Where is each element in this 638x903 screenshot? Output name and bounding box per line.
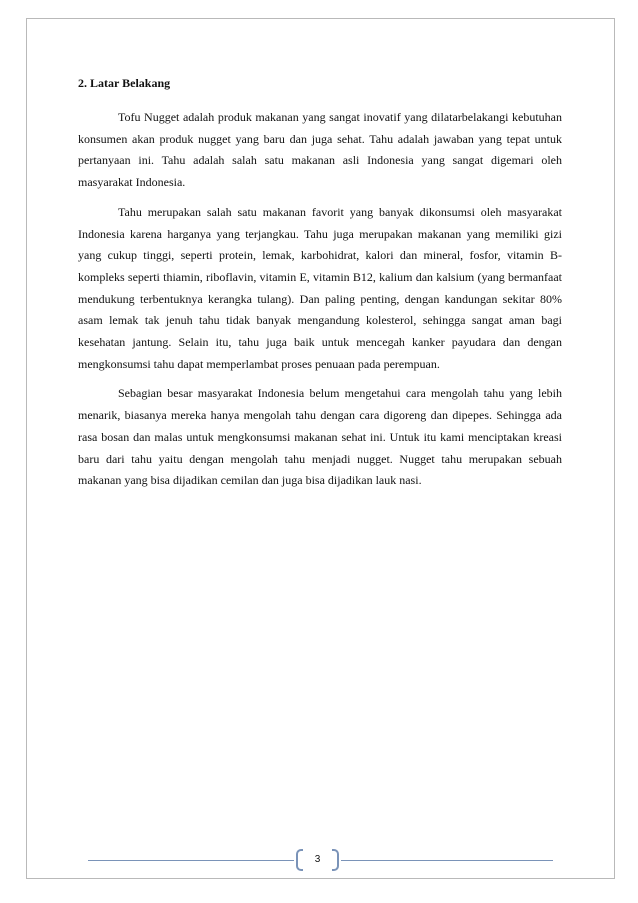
section-title: 2. Latar Belakang: [78, 76, 171, 90]
paragraph-1: Tofu Nugget adalah produk makanan yang sangat inovatif yang dilatarbelakangi kebutuhan konsumen akan produk nugget yang baru dan juga sehat. Tahu adalah jawaban yang tepat untuk pertanyaan ini. Tahu adalah salah satu makanan asli Indonesia yang sangat digemari oleh masyarakat Indonesia.: [78, 110, 562, 190]
footer-rule-right: [341, 860, 553, 861]
document-body: [78, 74, 562, 500]
paragraph-2: Tahu merupakan salah satu makanan favorit yang banyak dikonsumsi oleh masyarakat Indonesia karena harganya yang terjangkau. Tahu juga merupakan makanan yang memiliki gizi yang cukup tinggi, seperti protein, lemak, karbohidrat, kalori dan mineral, fosfor, vitamin B-kompleks seperti thiamin, riboflavin, vitamin E, vitamin B12, kalium dan kalsium (yang bermanfaat mendukung terbentuknya kerangka tulang). Dan paling penting, dengan kandungan sekitar 80% asam lemak tak jenuh tahu tidak banyak mengandung kolesterol, sehingga sangat aman bagi kesehatan jantung. Selain itu, tahu juga baik untuk mencegah kanker payudara dan dengan mengkonsumsi tahu dapat memperlambat proses penuaan pada perempuan.: [78, 204, 562, 371]
footer-bracket-left: [296, 849, 303, 871]
footer-rule-left: [88, 860, 294, 861]
paragraph-3: Sebagian besar masyarakat Indonesia belum mengetahui cara mengolah tahu yang lebih menarik, biasanya mereka hanya mengolah tahu dengan cara digoreng dan dipepes. Sehingga ada rasa bosan dan malas untuk mengkonsumsi makanan sehat ini. Untuk itu kami menciptakan kreasi baru dari tahu yaitu dengan mengolah tahu menjadi nugget. Nugget tahu merupakan sebuah makanan yang bisa dijadikan cemilan dan juga bisa dijadikan lauk nasi.: [78, 386, 562, 488]
footer-bracket-right: [332, 849, 339, 871]
page-number: 3: [314, 854, 321, 865]
page-footer: [88, 849, 553, 873]
